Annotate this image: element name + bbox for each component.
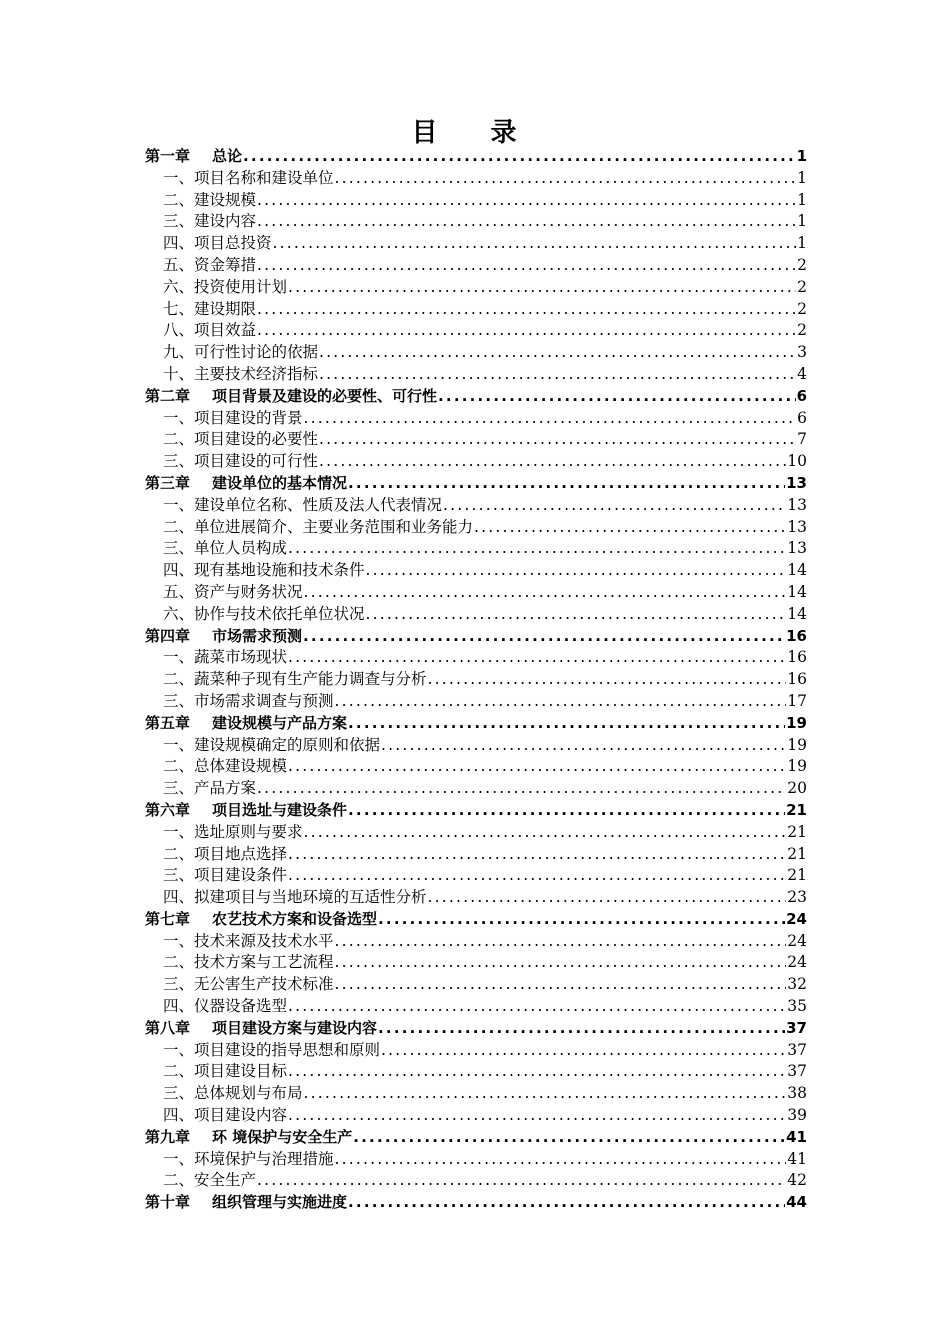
dot-leader	[257, 211, 796, 233]
toc-page-number: 21	[786, 800, 807, 819]
toc-entry-label	[163, 1149, 334, 1171]
toc-page-number: 6	[797, 408, 807, 427]
dot-leader	[319, 451, 786, 473]
toc-entry-label	[145, 1018, 377, 1040]
toc-entry-text: 建设单位的基本情况	[212, 473, 348, 492]
toc-section-entry[interactable]	[145, 277, 807, 299]
toc-page-number: 41	[787, 1149, 807, 1168]
toc-entry-text: 三、产品方案	[163, 779, 257, 798]
dot-leader	[243, 146, 796, 168]
toc-entry-label	[163, 190, 256, 212]
toc-entry-label	[163, 1170, 256, 1192]
toc-entry-label	[163, 538, 287, 560]
toc-entry-text: 二、项目建设目标	[163, 1062, 288, 1081]
toc-entry-text: 三、单位人员构成	[163, 539, 288, 558]
dot-leader	[378, 1018, 785, 1040]
toc-entry-text: 四、拟建项目与当地环境的互适性分析	[163, 888, 427, 907]
toc-page-number: 24	[786, 909, 807, 928]
dot-leader	[303, 626, 785, 648]
toc-entry-text: 一、项目建设的指导思想和原则	[163, 1040, 381, 1059]
toc-chapter-entry[interactable]	[145, 1192, 807, 1214]
toc-entry-text: 三、无公害生产技术标准	[163, 975, 334, 994]
toc-entry-label	[145, 713, 347, 735]
dot-leader	[288, 865, 786, 887]
dot-leader	[288, 844, 786, 866]
toc-page-number: 13	[786, 473, 807, 492]
dot-leader	[335, 931, 787, 953]
toc-entry-text: 五、资金筹措	[163, 255, 257, 274]
toc-entry-text: 一、环境保护与治理措施	[163, 1149, 334, 1168]
toc-page-number: 1	[797, 190, 807, 209]
toc-entry-text: 四、项目总投资	[163, 234, 272, 253]
dot-leader	[288, 538, 786, 560]
dot-leader	[335, 168, 797, 190]
toc-section-entry[interactable]	[145, 952, 807, 974]
toc-section-entry[interactable]	[145, 647, 807, 669]
toc-entry-label	[163, 233, 272, 255]
toc-entry-label	[145, 386, 437, 408]
toc-section-entry[interactable]	[145, 1083, 807, 1105]
toc-entry-text: 九、可行性讨论的依据	[163, 343, 319, 362]
toc-entry-label	[163, 277, 287, 299]
toc-entry-text: 环 境保护与安全生产	[212, 1127, 353, 1146]
dot-leader	[304, 582, 787, 604]
toc-entry-text: 一、项目建设的背景	[163, 408, 303, 427]
toc-section-entry[interactable]	[145, 669, 807, 691]
toc-page-number: 37	[786, 1018, 807, 1037]
toc-entry-text: 一、选址原则与要求	[163, 822, 303, 841]
toc-entry-text: 三、市场需求调查与预测	[163, 691, 334, 710]
toc-page-number: 2	[797, 277, 807, 296]
toc-section-entry[interactable]	[145, 844, 807, 866]
toc-entry-text: 项目背景及建设的必要性、可行性	[212, 386, 438, 405]
chapter-number: 第七章	[145, 909, 191, 928]
toc-entry-label	[163, 1061, 287, 1083]
toc-page-number: 38	[787, 1084, 807, 1103]
toc-page-number: 13	[787, 495, 807, 514]
toc-chapter-entry[interactable]	[145, 1127, 807, 1149]
dot-leader	[257, 320, 796, 342]
chapter-number: 第五章	[145, 713, 191, 732]
toc-entry-text: 三、项目建设条件	[163, 866, 288, 885]
dot-leader	[257, 778, 786, 800]
toc-page-number: 13	[787, 517, 807, 536]
toc-entry-text: 项目建设方案与建设内容	[212, 1018, 378, 1037]
toc-page-number: 37	[787, 1062, 807, 1081]
toc-entry-text: 二、技术方案与工艺流程	[163, 953, 334, 972]
toc-section-entry[interactable]	[145, 451, 807, 473]
toc-page-number: 19	[786, 713, 807, 732]
toc-entry-label	[163, 1083, 303, 1105]
toc-section-entry[interactable]	[145, 604, 807, 626]
toc-entry-label	[163, 320, 256, 342]
toc-chapter-entry[interactable]	[145, 386, 807, 408]
toc-entry-label	[163, 342, 318, 364]
toc-section-entry[interactable]	[145, 931, 807, 953]
toc-entry-text: 农艺技术方案和设备选型	[212, 909, 378, 928]
toc-entry-label	[163, 429, 318, 451]
toc-entry-text: 四、项目建设内容	[163, 1106, 288, 1125]
toc-entry-text: 二、安全生产	[163, 1171, 257, 1190]
toc-page-number: 7	[797, 430, 807, 449]
toc-entry-text: 三、建设内容	[163, 212, 257, 231]
toc-section-entry[interactable]	[145, 996, 807, 1018]
toc-entry-label	[145, 909, 377, 931]
toc-entry-text: 组织管理与实施进度	[212, 1193, 348, 1212]
dot-leader	[348, 473, 785, 495]
toc-entry-label	[163, 604, 365, 626]
toc-chapter-entry[interactable]	[145, 626, 807, 648]
toc-entry-label	[163, 844, 287, 866]
toc-entry-label	[163, 560, 365, 582]
dot-leader	[353, 1127, 785, 1149]
toc-page-number: 1	[797, 168, 807, 187]
toc-entry-text: 市场需求预测	[212, 626, 303, 645]
toc-section-entry[interactable]	[145, 735, 807, 757]
dot-leader	[348, 800, 785, 822]
toc-entry-text: 一、建设单位名称、性质及法人代表情况	[163, 495, 443, 514]
toc-chapter-entry[interactable]	[145, 146, 807, 168]
toc-entry-text: 五、资产与财务状况	[163, 582, 303, 601]
toc-entry-label	[163, 669, 427, 691]
toc-section-entry[interactable]	[145, 887, 807, 909]
toc-entry-text: 一、蔬菜市场现状	[163, 648, 288, 667]
toc-entry-text: 四、仪器设备选型	[163, 997, 288, 1016]
dot-leader	[335, 1149, 787, 1171]
toc-section-entry[interactable]	[145, 429, 807, 451]
toc-section-entry[interactable]	[145, 560, 807, 582]
toc-page-number: 2	[797, 321, 807, 340]
toc-page-number: 21	[787, 822, 807, 841]
toc-entry-label	[163, 974, 334, 996]
toc-section-entry[interactable]	[145, 342, 807, 364]
dot-leader	[288, 277, 796, 299]
dot-leader	[288, 1061, 786, 1083]
dot-leader	[257, 1170, 786, 1192]
toc-entry-label	[163, 1105, 287, 1127]
toc-page-number: 14	[787, 582, 807, 601]
toc-entry-text: 一、项目名称和建设单位	[163, 168, 334, 187]
toc-page-number: 37	[787, 1040, 807, 1059]
toc-section-entry[interactable]	[145, 582, 807, 604]
chapter-number: 第四章	[145, 626, 191, 645]
toc-page-number: 16	[786, 626, 807, 645]
dot-leader	[335, 691, 787, 713]
toc-entry-label	[163, 865, 287, 887]
toc-section-entry[interactable]	[145, 822, 807, 844]
toc-section-entry[interactable]	[145, 1061, 807, 1083]
toc-entry-label	[163, 495, 442, 517]
toc-page-number: 19	[787, 757, 807, 776]
toc-page-number: 23	[787, 888, 807, 907]
dot-leader	[304, 408, 797, 430]
toc-page-number: 13	[787, 539, 807, 558]
toc-page-number: 2	[797, 255, 807, 274]
dot-leader	[257, 255, 796, 277]
toc-section-entry[interactable]	[145, 299, 807, 321]
toc-section-entry[interactable]	[145, 190, 807, 212]
toc-section-entry[interactable]	[145, 691, 807, 713]
toc-page-number: 16	[787, 648, 807, 667]
toc-section-entry[interactable]	[145, 495, 807, 517]
dot-leader	[428, 669, 787, 691]
page-title: 目 录	[411, 118, 539, 148]
dot-leader	[273, 233, 797, 255]
toc-entry-text: 二、项目建设的必要性	[163, 430, 319, 449]
dot-leader	[381, 735, 786, 757]
toc-entry-text: 十、主要技术经济指标	[163, 364, 319, 383]
toc-page-number: 4	[797, 364, 807, 383]
toc-section-entry[interactable]	[145, 1170, 807, 1192]
toc-entry-text: 三、总体规划与布局	[163, 1084, 303, 1103]
toc-entry-label	[163, 517, 473, 539]
toc-section-entry[interactable]	[145, 517, 807, 539]
dot-leader	[378, 909, 785, 931]
toc-entry-label	[163, 931, 334, 953]
toc-section-entry[interactable]	[145, 1105, 807, 1127]
dot-leader	[257, 299, 796, 321]
toc-page-number: 10	[787, 452, 807, 471]
dot-leader	[288, 996, 786, 1018]
toc-page-number: 17	[787, 691, 807, 710]
toc-section-entry[interactable]	[145, 255, 807, 277]
dot-leader	[474, 517, 786, 539]
dot-leader	[304, 1083, 787, 1105]
chapter-number: 第九章	[145, 1127, 191, 1146]
toc-page-number: 1	[796, 147, 807, 165]
toc-page-number: 2	[797, 299, 807, 318]
toc-page-number: 42	[787, 1171, 807, 1190]
toc-entry-text: 二、项目地点选择	[163, 844, 288, 863]
toc-entry-label	[163, 451, 318, 473]
toc-entry-label	[163, 1040, 380, 1062]
toc-chapter-entry[interactable]	[145, 1018, 807, 1040]
dot-leader	[366, 604, 787, 626]
toc-entry-text: 二、蔬菜种子现有生产能力调查与分析	[163, 670, 427, 689]
toc-entry-label	[163, 822, 303, 844]
toc-section-entry[interactable]	[145, 538, 807, 560]
toc-entry-label	[163, 211, 256, 233]
toc-entry-label	[145, 626, 302, 648]
toc-entry-label	[163, 168, 334, 190]
toc-entry-label	[163, 691, 334, 713]
toc-page-number: 35	[787, 997, 807, 1016]
toc-page-number: 3	[797, 343, 807, 362]
toc-page-number: 14	[787, 604, 807, 623]
chapter-number: 第三章	[145, 473, 191, 492]
toc-entry-text: 二、总体建设规模	[163, 757, 288, 776]
toc-page-number: 1	[797, 212, 807, 231]
toc-section-entry[interactable]	[145, 233, 807, 255]
toc-chapter-entry[interactable]	[145, 800, 807, 822]
toc-section-entry[interactable]	[145, 320, 807, 342]
toc-page-number: 21	[787, 844, 807, 863]
toc-entry-label	[163, 255, 256, 277]
dot-leader	[304, 822, 787, 844]
toc-entry-text: 六、投资使用计划	[163, 277, 288, 296]
dot-leader	[319, 429, 796, 451]
toc-page-number: 24	[787, 953, 807, 972]
toc-entry-label	[163, 952, 334, 974]
dot-leader	[348, 713, 785, 735]
toc-page-number: 21	[787, 866, 807, 885]
dot-leader	[335, 952, 787, 974]
toc-chapter-entry[interactable]	[145, 473, 807, 495]
toc-entry-label	[163, 735, 380, 757]
toc-entry-text: 二、建设规模	[163, 190, 257, 209]
toc-entry-text: 一、技术来源及技术水平	[163, 931, 334, 950]
toc-entry-text: 四、现有基地设施和技术条件	[163, 561, 365, 580]
toc-page-number: 20	[787, 779, 807, 798]
toc-section-entry[interactable]	[145, 974, 807, 996]
dot-leader	[257, 190, 796, 212]
toc-section-entry[interactable]	[145, 168, 807, 190]
chapter-number: 第二章	[145, 386, 191, 405]
toc-chapter-entry[interactable]	[145, 713, 807, 735]
dot-leader	[428, 887, 787, 909]
toc-entry-label	[145, 146, 242, 168]
toc-entry-label	[145, 800, 347, 822]
chapter-number: 第八章	[145, 1018, 191, 1037]
toc-section-entry[interactable]	[145, 211, 807, 233]
dot-leader	[366, 560, 787, 582]
dot-leader	[335, 974, 787, 996]
toc-page-number: 6	[796, 386, 807, 405]
toc-entry-text: 三、项目建设的可行性	[163, 452, 319, 471]
toc-entry-text: 一、建设规模确定的原则和依据	[163, 735, 381, 754]
toc-entry-text: 总论	[212, 147, 243, 165]
toc-entry-label	[163, 756, 287, 778]
toc-entry-label	[145, 1192, 347, 1214]
toc-page-number: 32	[787, 975, 807, 994]
dot-leader	[443, 495, 786, 517]
dot-leader	[288, 1105, 786, 1127]
dot-leader	[381, 1040, 786, 1062]
chapter-number: 第一章	[145, 147, 191, 165]
toc-chapter-entry[interactable]	[145, 909, 807, 931]
toc-page-number: 44	[786, 1193, 807, 1212]
dot-leader	[319, 342, 796, 364]
toc-section-entry[interactable]	[145, 364, 807, 386]
dot-leader	[438, 386, 796, 408]
toc-page-number: 41	[786, 1127, 807, 1146]
toc-entry-label	[163, 364, 318, 386]
toc-entry-label	[163, 647, 287, 669]
toc-entry-text: 二、单位进展简介、主要业务范围和业务能力	[163, 517, 474, 536]
toc-page-number: 1	[797, 234, 807, 253]
toc-entry-label	[145, 1127, 352, 1149]
toc-entry-text: 六、协作与技术依托单位状况	[163, 604, 365, 623]
toc-entry-label	[163, 299, 256, 321]
toc-entry-label	[163, 996, 287, 1018]
chapter-number: 第十章	[145, 1193, 191, 1212]
toc-page-number: 39	[787, 1106, 807, 1125]
toc-entry-text: 八、项目效益	[163, 321, 257, 340]
dot-leader	[319, 364, 796, 386]
toc-entry-text: 项目选址与建设条件	[212, 800, 348, 819]
toc-section-entry[interactable]	[145, 865, 807, 887]
toc-section-entry[interactable]	[145, 408, 807, 430]
dot-leader	[348, 1192, 785, 1214]
toc-entry-label	[163, 887, 427, 909]
toc-page-number: 14	[787, 561, 807, 580]
toc-entry-text: 建设规模与产品方案	[212, 713, 348, 732]
chapter-number: 第六章	[145, 800, 191, 819]
toc-entry-label	[163, 778, 256, 800]
toc-section-entry[interactable]	[145, 778, 807, 800]
toc-section-entry[interactable]	[145, 756, 807, 778]
dot-leader	[288, 647, 786, 669]
dot-leader	[288, 756, 786, 778]
toc-page-number: 24	[787, 931, 807, 950]
toc-section-entry[interactable]	[145, 1040, 807, 1062]
toc-entry-text: 七、建设期限	[163, 299, 257, 318]
toc-entry-label	[163, 408, 303, 430]
table-of-contents	[145, 146, 807, 1214]
toc-section-entry[interactable]	[145, 1149, 807, 1171]
toc-entry-label	[163, 582, 303, 604]
toc-entry-label	[145, 473, 347, 495]
toc-page-number: 19	[787, 735, 807, 754]
toc-page-number: 16	[787, 670, 807, 689]
